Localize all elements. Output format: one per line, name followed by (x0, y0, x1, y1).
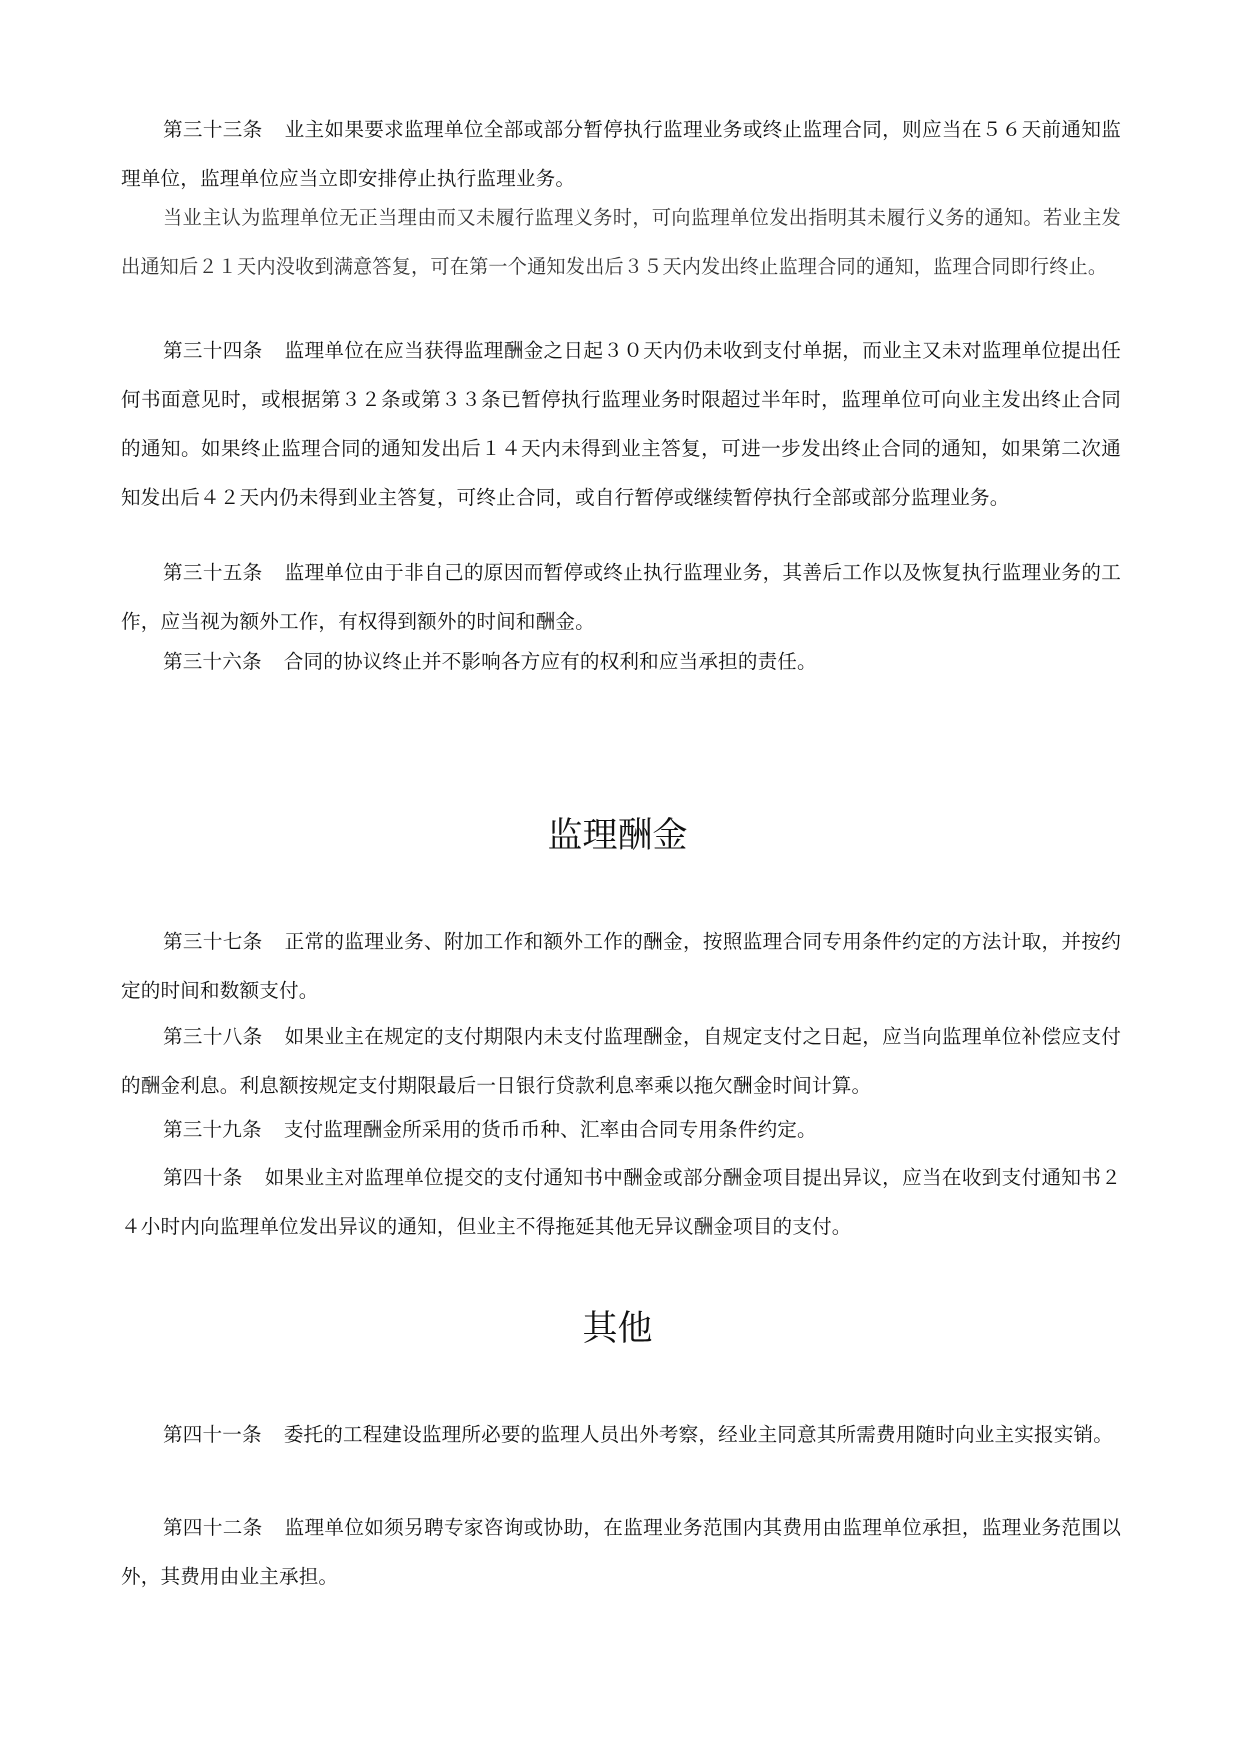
article-42 (121, 1503, 1121, 1601)
article-40 (121, 1153, 1121, 1251)
article-number: 第三十七条 (163, 930, 263, 953)
article-text: 业主如果要求监理单位全部或部分暂停执行监理业务或终止监理合同，则应当在５６天前通知监理单位，监理单位应当立即安排停止执行监理业务。 (121, 118, 1121, 190)
section-heading-other: 其他 (582, 1309, 653, 1349)
article-33-continuation (121, 193, 1121, 291)
article-text: 如果业主对监理单位提交的支付通知书中酬金或部分酬金项目提出异议，应当在收到支付通知书２４小时内向监理单位发出异议的通知，但业主不得拖延其他无异议酬金项目的支付。 (121, 1166, 1122, 1238)
article-text: 监理单位由于非自己的原因而暂停或终止执行监理业务，其善后工作以及恢复执行监理业务的工作，应当视为额外工作，有权得到额外的时间和酬金。 (121, 561, 1121, 633)
article-number: 第三十四条 (163, 339, 263, 362)
article-text: 委托的工程建设监理所必要的监理人员出外考察，经业主同意其所需费用随时向业主实报实销。 (283, 1423, 1113, 1446)
article-number: 第三十五条 (163, 561, 263, 584)
article-41 (121, 1410, 1121, 1459)
article-number: 第三十九条 (163, 1118, 262, 1141)
article-number: 第三十八条 (163, 1025, 263, 1048)
article-text: 支付监理酬金所采用的货币币种、汇率由合同专用条件约定。 (283, 1118, 817, 1141)
article-39 (121, 1105, 1121, 1154)
article-33 (121, 105, 1121, 203)
article-number: 第四十条 (163, 1166, 243, 1189)
article-34 (121, 326, 1121, 522)
article-text: 监理单位如须另聘专家咨询或协助，在监理业务范围内其费用由监理单位承担，监理业务范围以外，其费用由业主承担。 (121, 1516, 1121, 1588)
article-38 (121, 1012, 1121, 1110)
article-text: 正常的监理业务、附加工作和额外工作的酬金，按照监理合同专用条件约定的方法计取，并按约定的时间和数额支付。 (121, 930, 1121, 1002)
article-number: 第四十二条 (163, 1516, 263, 1539)
article-text: 当业主认为监理单位无正当理由而又未履行监理义务时，可向监理单位发出指明其未履行义务的通知。若业主发出通知后２１天内没收到满意答复，可在第一个通知发出后３５天内发出终止监理合同的通知，监理合同即行终止。 (121, 206, 1121, 278)
article-number: 第三十六条 (163, 650, 262, 673)
article-36 (121, 637, 1121, 686)
article-text: 合同的协议终止并不影响各方应有的权利和应当承担的责任。 (283, 650, 817, 673)
article-35 (121, 548, 1121, 646)
article-37 (121, 917, 1121, 1015)
article-text: 如果业主在规定的支付期限内未支付监理酬金，自规定支付之日起，应当向监理单位补偿应支付的酬金利息。利息额按规定支付期限最后一日银行贷款利息率乘以拖欠酬金时间计算。 (121, 1025, 1121, 1097)
article-number: 第三十三条 (163, 118, 263, 141)
article-number: 第四十一条 (163, 1423, 262, 1446)
section-heading-remuneration: 监理酬金 (547, 816, 688, 856)
article-text: 监理单位在应当获得监理酬金之日起３０天内仍未收到支付单据，而业主又未对监理单位提出任何书面意见时，或根据第３２条或第３３条已暂停执行监理业务时限超过半年时，监理单位可向业主发出终止合同的通知。如果终止监理合同的通知发出后１４天内未得到业主答复，可进一步发出终止合同的通知，如果第二次通知发出后４２天内仍未得到业主答复，可终止合同，或自行暂停或继续暂停执行全部或部分监理业务。 (121, 339, 1121, 509)
